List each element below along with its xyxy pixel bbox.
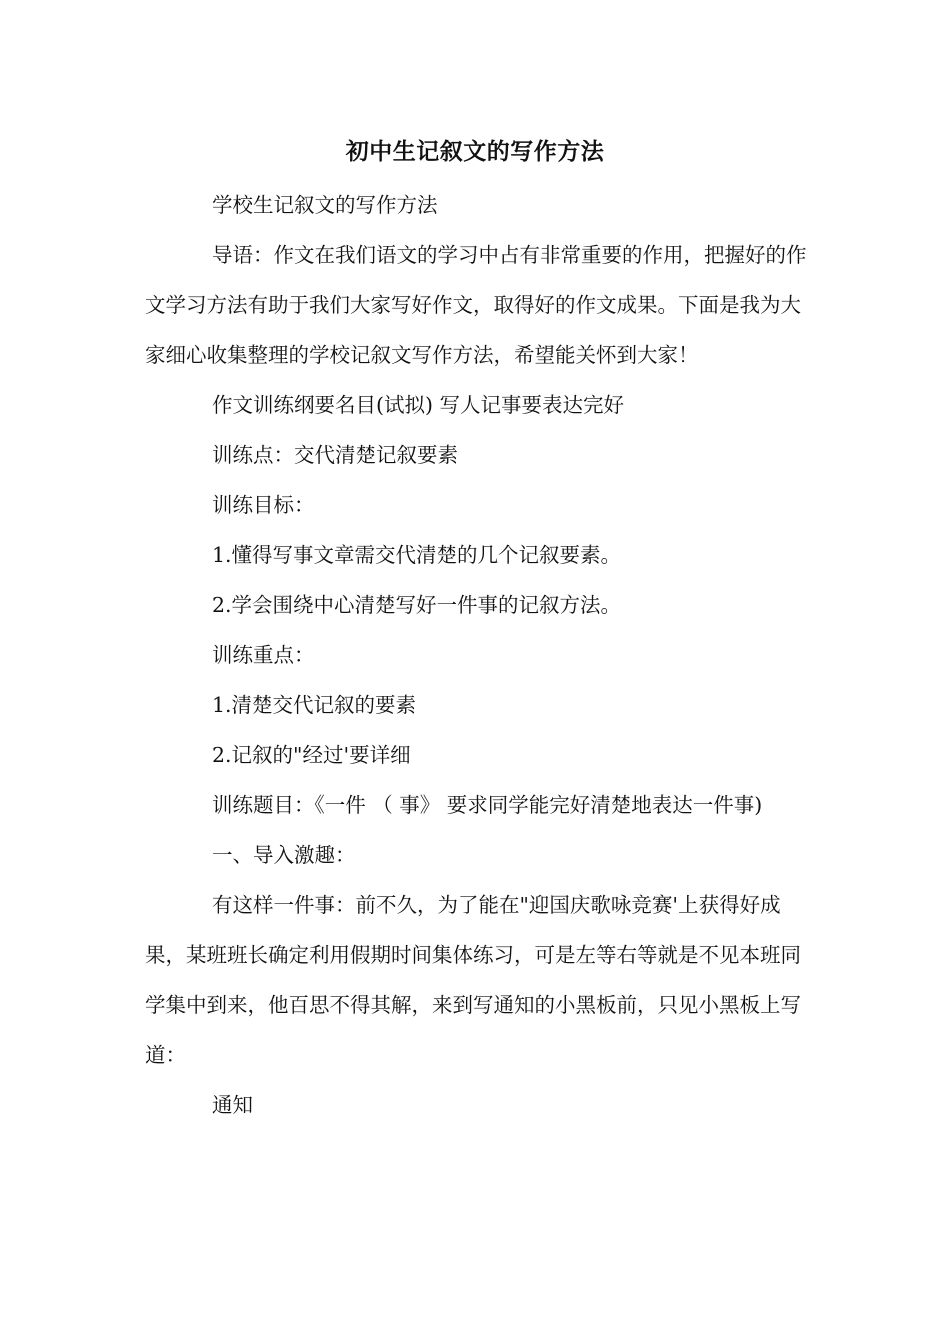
document-body	[145, 180, 810, 1130]
paragraph-training-point: 训练点：交代清楚记叙要素	[212, 443, 458, 467]
paragraph-story: 有这样一件事：前不久，为了能在"迎国庆歌咏竞赛'上获得好成果，某班班长确定利用假期时间集体练习，可是左等右等就是不见本班同学集中到来，他百思不得其解，来到写通知的小黑板前，只见小黑板上写道：	[145, 893, 801, 1067]
paragraph-focus-1: 1.清楚交代记叙的要素	[212, 693, 417, 717]
paragraph-goal-1: 1.懂得写事文章需交代清楚的几个记叙要素。	[212, 543, 622, 567]
paragraph-topic: 训练题目：《一件 （ 事》 要求同学能完好清楚地表达一件事)	[212, 793, 763, 817]
paragraph-outline: 作文训练纲要名目(试拟) 写人记事要表达完好	[212, 393, 625, 417]
paragraph-training-goal-heading: 训练目标：	[212, 493, 315, 517]
paragraph-subtitle: 学校生记叙文的写作方法	[212, 193, 438, 217]
document-title: 初中生记叙文的写作方法	[345, 138, 605, 165]
paragraph-intro: 导语：作文在我们语文的学习中占有非常重要的作用，把握好的作文学习方法有助于我们大家写好作文，取得好的作文成果。下面是我为大家细心收集整理的学校记叙文写作方法，希望能关怀到大家！	[145, 243, 807, 367]
paragraph-section-one: 一、导入激趣：	[212, 843, 356, 867]
paragraph-goal-2: 2.学会围绕中心清楚写好一件事的记叙方法。	[212, 593, 622, 617]
paragraph-focus-2: 2.记叙的"经过'要详细	[212, 743, 411, 767]
paragraph-notice: 通知	[212, 1093, 253, 1117]
paragraph-focus-heading: 训练重点：	[212, 643, 315, 667]
